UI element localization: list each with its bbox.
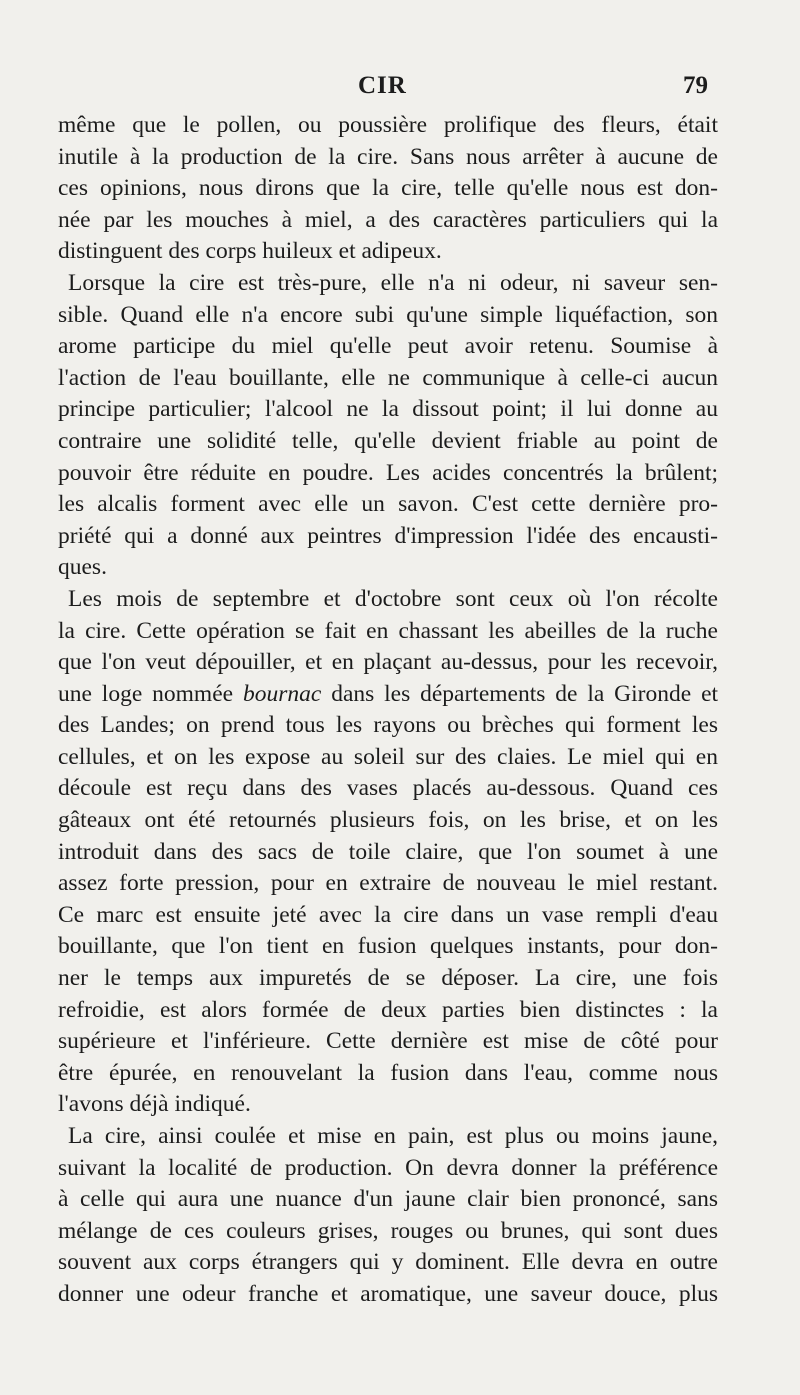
text-line: bouillante, que l'on tient en fusion quelques instants, pour don-: [58, 933, 718, 960]
italic-term: bournac: [242, 680, 322, 707]
text-line: les alcalis forment avec elle un savon. C'est cette dernière pro-: [58, 491, 718, 518]
text-line: la cire. Cette opération se fait en chassant les abeilles de la ruche: [58, 617, 718, 644]
text-line: découle est reçu dans des vases placés au-dessous. Quand ces: [58, 775, 718, 802]
running-head: CIR: [358, 72, 407, 99]
text-line: Lorsque la cire est très-pure, elle n'a ni odeur, ni saveur sen-: [68, 269, 718, 296]
text-line: sible. Quand elle n'a encore subi qu'une simple liquéfaction, son: [58, 301, 718, 328]
text-line: Ce marc est ensuite jeté avec la cire dans un vase rempli d'eau: [58, 901, 718, 928]
text-line: refroidie, est alors formée de deux parties bien distinctes : la: [58, 996, 718, 1023]
text-line: que l'on veut dépouiller, et en plaçant au-dessus, pour les recevoir,: [58, 649, 718, 676]
text-line: souvent aux corps étrangers qui y dominent. Elle devra en outre: [58, 1249, 718, 1276]
text-line: principe particulier; l'alcool ne la dissout point; il lui donne au: [58, 396, 718, 423]
page-header: [0, 72, 800, 112]
text-line: suivant la localité de production. On devra donner la préférence: [58, 1154, 718, 1181]
text-line: assez forte pression, pour en extraire de nouveau le miel restant.: [58, 870, 718, 897]
text-line: même que le pollen, ou poussière prolifique des fleurs, était: [58, 112, 718, 138]
text-line: contraire une solidité telle, qu'elle devient friable au point de: [58, 427, 718, 454]
text-line: supérieure et l'inférieure. Cette dernière est mise de côté pour: [58, 1028, 718, 1055]
text-line: pouvoir être réduite en poudre. Les acides concentrés la brûlent;: [58, 459, 718, 486]
text-line: à celle qui aura une nuance d'un jaune clair bien prononcé, sans: [58, 1186, 718, 1213]
text-line: [58, 679, 718, 711]
text-line: être épurée, en renouvelant la fusion dans l'eau, comme nous: [58, 1059, 718, 1086]
text-line: priété qui a donné aux peintres d'impression l'idée des encausti-: [58, 522, 718, 549]
text-line: ques.: [58, 554, 107, 581]
text-line: inutile à la production de la cire. Sans nous arrêter à aucune de: [58, 143, 718, 170]
text-line: distinguent des corps huileux et adipeux.: [58, 238, 442, 265]
text-line: La cire, ainsi coulée et mise en pain, est plus ou moins jaune,: [68, 1123, 718, 1149]
text-line: arome participe du miel qu'elle peut avoir retenu. Soumise à: [58, 333, 718, 360]
text-line: ner le temps aux impuretés de se déposer. La cire, une fois: [58, 965, 718, 992]
text-line: cellules, et on les expose au soleil sur des claies. Le miel qui en: [58, 743, 718, 770]
text-line: l'action de l'eau bouillante, elle ne communique à celle-ci aucun: [58, 364, 718, 391]
text-line: donner une odeur franche et aromatique, une saveur douce, plus: [58, 1280, 718, 1307]
text-line: l'avons déjà indiqué.: [58, 1091, 251, 1118]
text-segment: une loge nommée: [58, 680, 234, 707]
text-segment: dans les départements de la Gironde et: [331, 680, 719, 707]
body-text: [58, 110, 718, 1311]
page-number: 79: [683, 72, 708, 99]
text-line: gâteaux ont été retournés plusieurs fois, on les brise, et on les: [58, 807, 718, 834]
text-line: introduit dans des sacs de toile claire, que l'on soumet à une: [58, 838, 718, 865]
text-line: Les mois de septembre et d'octobre sont ceux où l'on récolte: [68, 585, 718, 612]
text-line: née par les mouches à miel, a des caractères particuliers qui la: [58, 206, 718, 233]
text-line: ces opinions, nous dirons que la cire, telle qu'elle nous est don-: [58, 175, 718, 202]
text-line: des Landes; on prend tous les rayons ou brèches qui forment les: [58, 712, 718, 739]
text-line: mélange de ces couleurs grises, rouges ou brunes, qui sont dues: [58, 1217, 718, 1244]
